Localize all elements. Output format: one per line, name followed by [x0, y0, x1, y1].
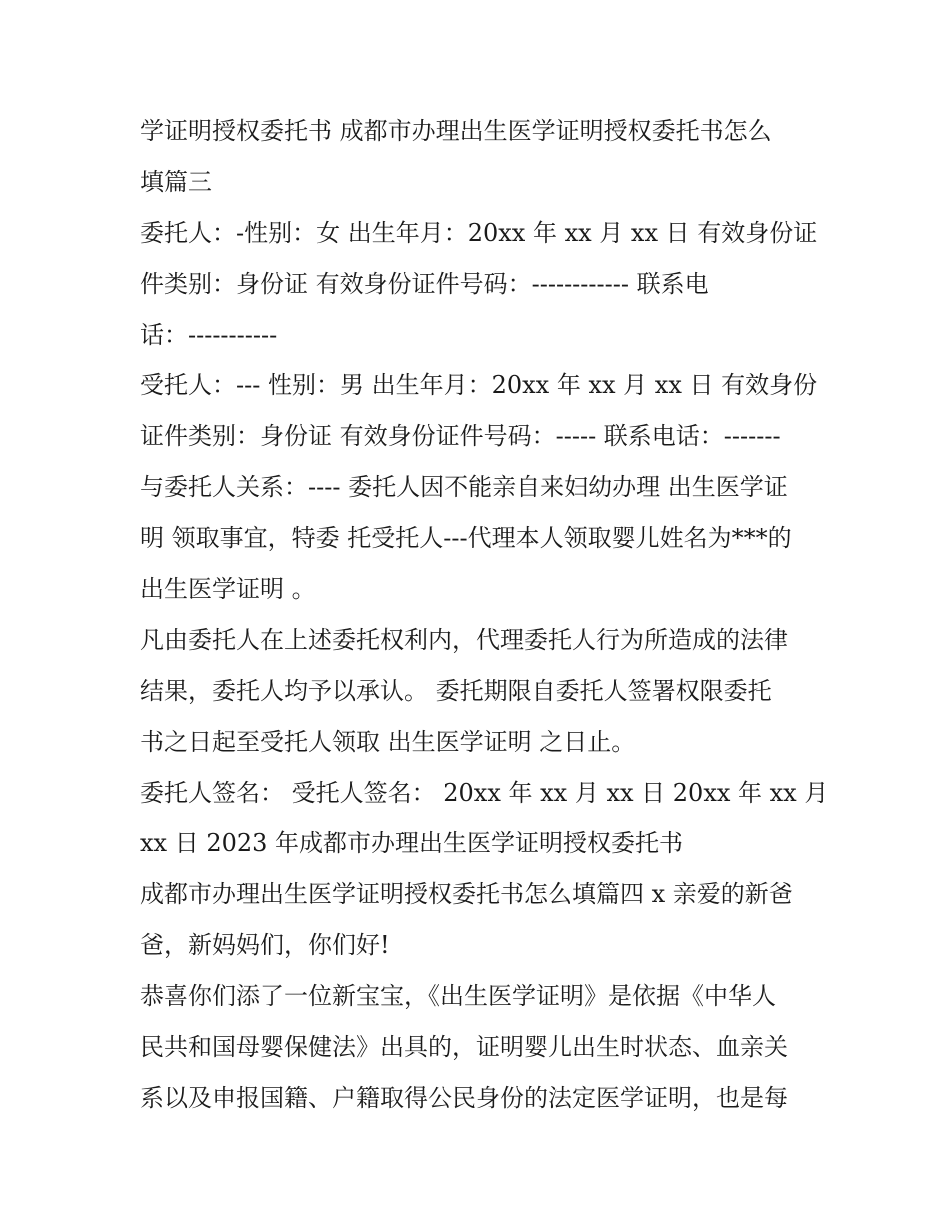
text-line: 民共和国母婴保健法》出具的，证明婴儿出生时状态、血亲关: [140, 1033, 788, 1062]
document-body: [140, 106, 829, 1124]
text-line: 明 领取事宜，特委 托受托人---代理本人领取婴儿姓名为***的: [140, 524, 792, 553]
text-line: 填篇三: [140, 167, 212, 196]
text-line: 与委托人关系：---- 委托人因不能亲自来妇幼办理 出生医学证: [140, 473, 788, 502]
text-line: 受托人：--- 性别：男 出生年月：20xx 年 xx 月 xx 日 有效身份: [140, 371, 818, 400]
text-line: 证件类别：身份证 有效身份证件号码：----- 联系电话：-------: [140, 422, 781, 451]
text-line: 结果，委托人均予以承认。 委托期限自委托人签署权限委托: [140, 676, 772, 705]
text-line: 系以及申报国籍、户籍取得公民身份的法定医学证明，也是每: [140, 1083, 788, 1112]
text-line: 凡由委托人在上述委托权利内，代理委托人行为所造成的法律: [140, 625, 788, 654]
text-line: 委托人签名： 受托人签名： 20xx 年 xx 月 xx 日 20xx 年 xx 月: [140, 778, 829, 807]
text-line: 成都市办理出生医学证明授权委托书怎么填篇四 x 亲爱的新爸: [140, 880, 793, 909]
text-line: xx 日 2023 年成都市办理出生医学证明授权委托书: [140, 829, 684, 858]
text-line: 书之日起至受托人领取 出生医学证明 之日止。: [140, 727, 636, 756]
text-line: 学证明授权委托书 成都市办理出生医学证明授权委托书怎么: [140, 117, 772, 145]
text-line: 委托人：-性别：女 出生年月：20xx 年 xx 月 xx 日 有效身份证: [140, 218, 818, 247]
text-line: 件类别：身份证 有效身份证件号码：------------ 联系电: [140, 269, 709, 298]
text-line: 出生医学证明 。: [140, 575, 316, 604]
text-line: 爸，新妈妈们，你们好!: [140, 931, 390, 960]
text-line: 话：-----------: [140, 320, 278, 349]
text-line: 恭喜你们添了一位新宝宝，《出生医学证明》是依据《中华人: [140, 982, 776, 1011]
